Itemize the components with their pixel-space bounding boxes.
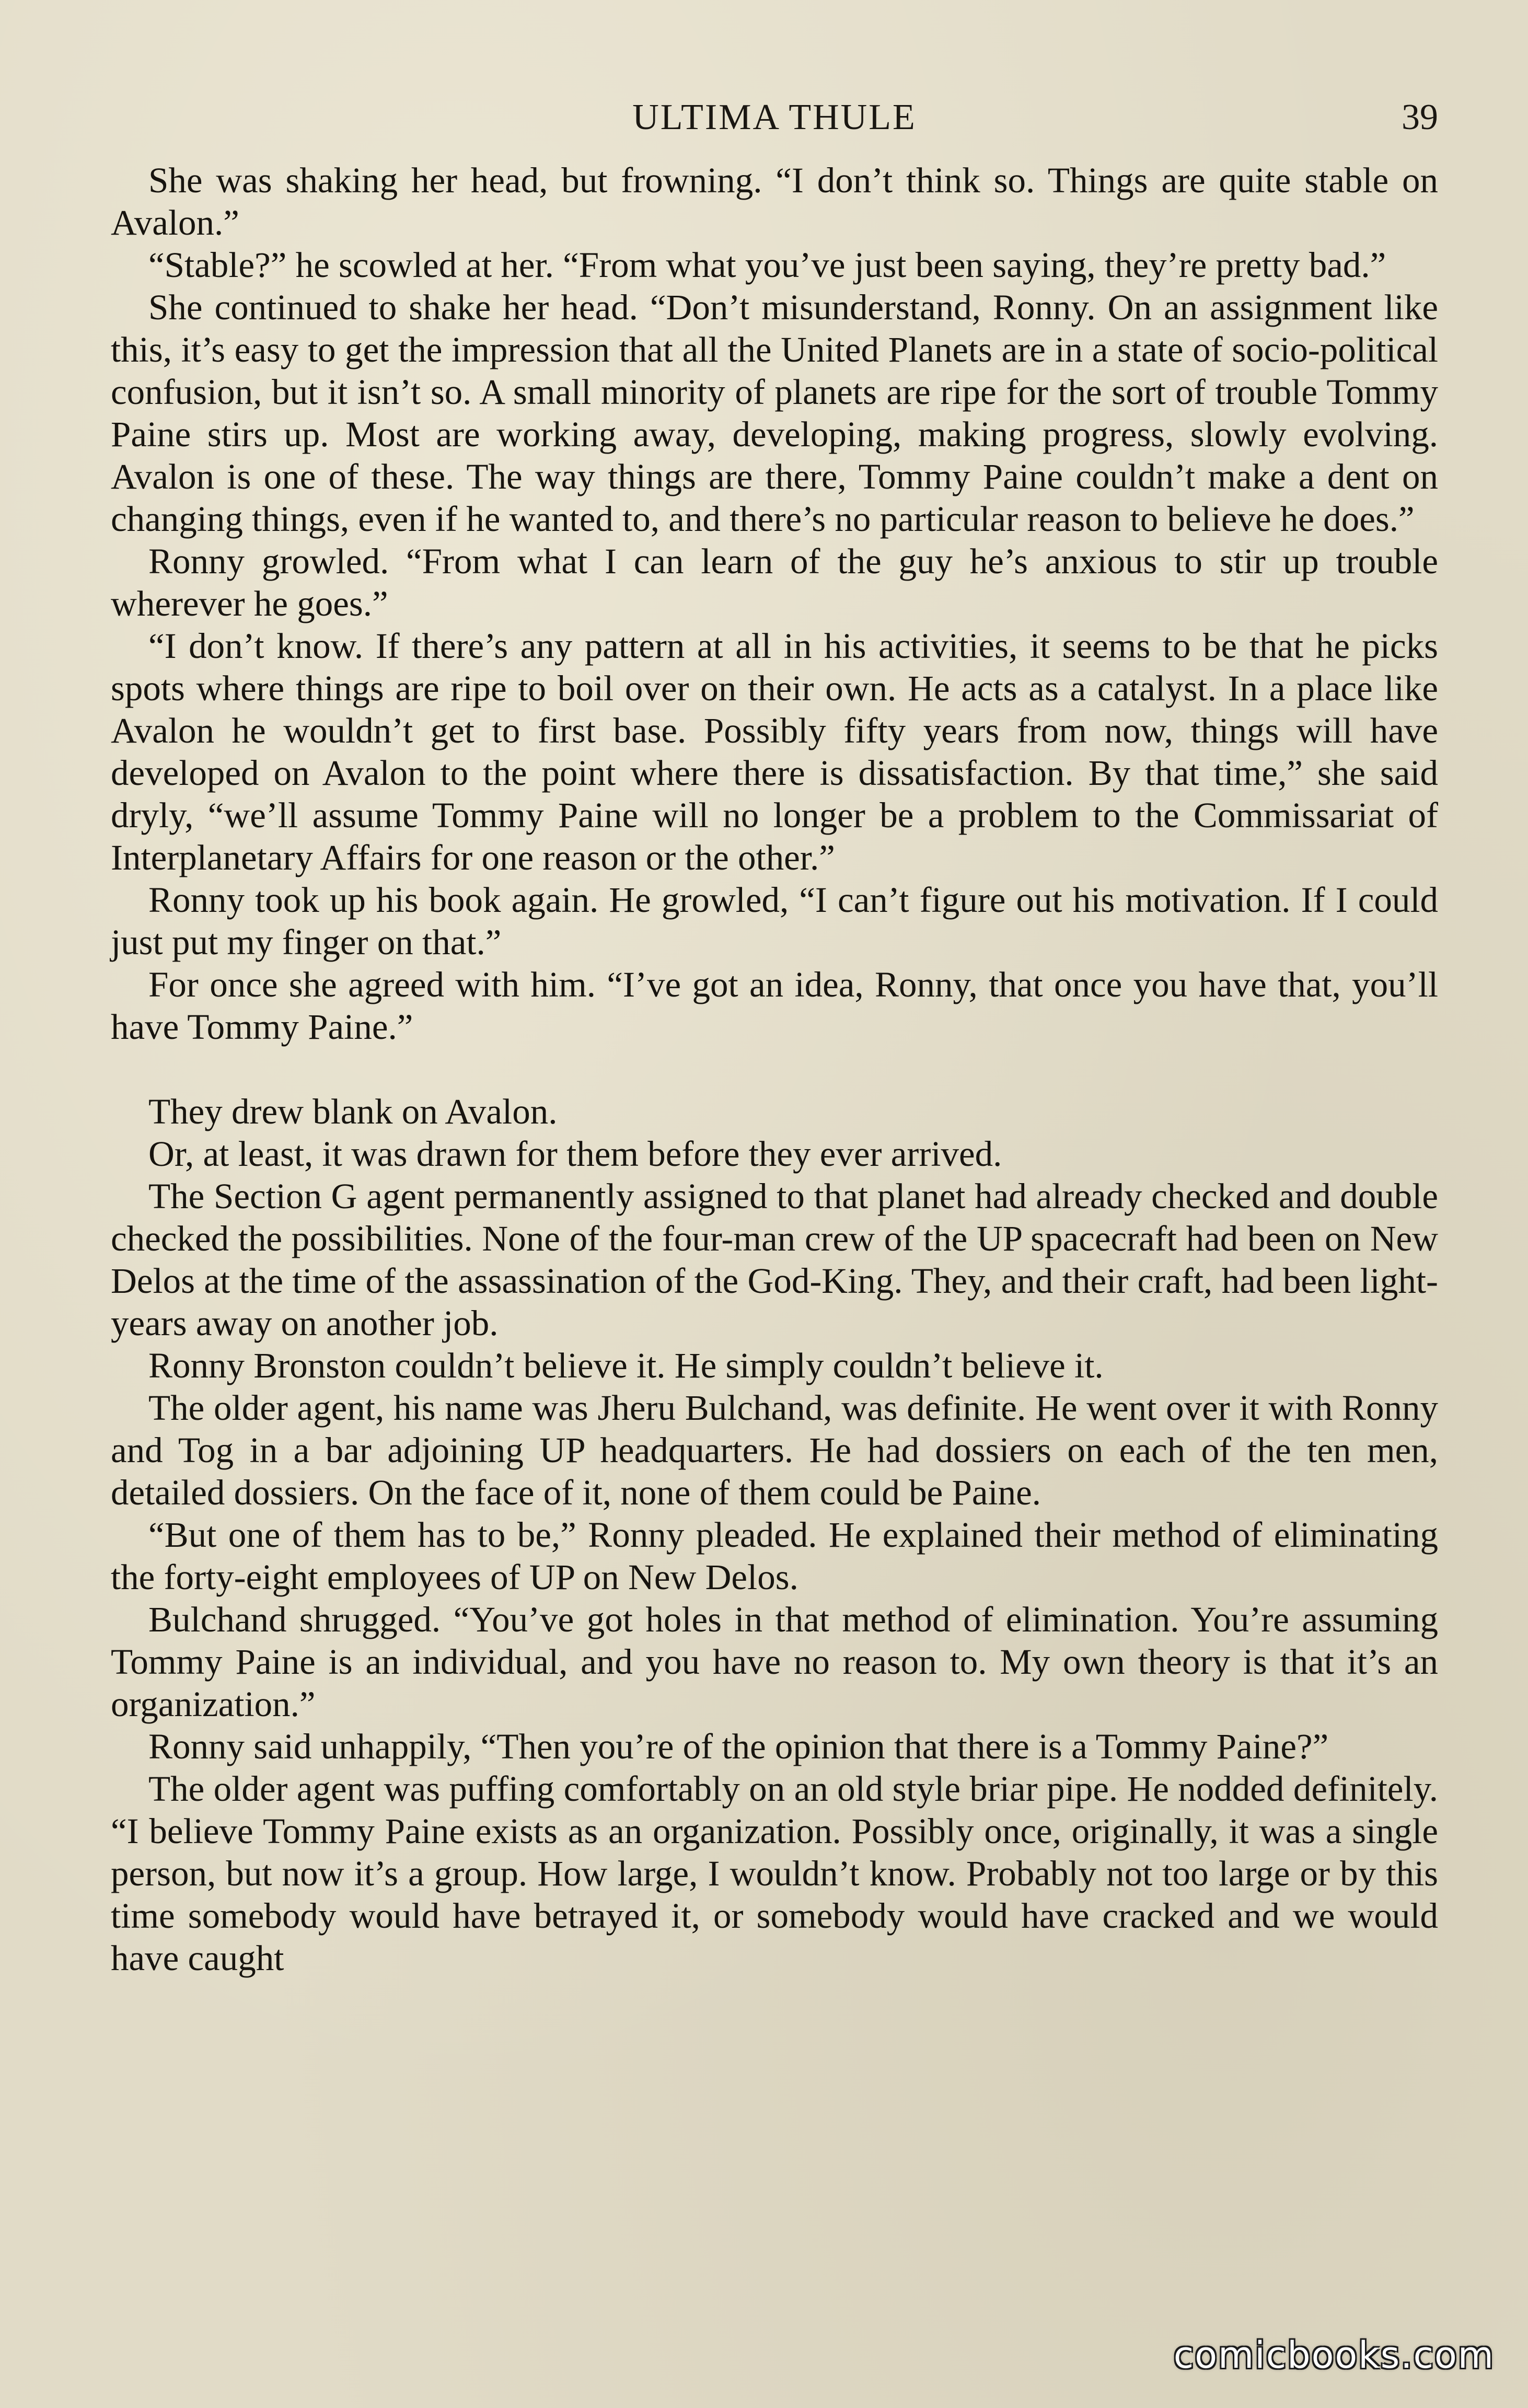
page-number: 39 [1402, 97, 1438, 137]
body-text [111, 159, 1438, 1979]
paragraph: “But one of them has to be,” Ronny pleaded. He explained their method of eliminating the forty-eight employees of UP on New Delos. [111, 1515, 1438, 1597]
paragraph: She continued to shake her head. “Don’t misunderstand, Ronny. On an assignment like this, it’s easy to get the impression that all the United Planets are in a state of socio-political confusion, but it isn’t so. A small minority of planets are ripe for the sort of trouble Tommy Paine stirs up. Most are working away, developing, making progress, slowly evolving. Avalon is one of these. The way things are there, Tommy Paine couldn’t make a dent on changing things, even if he wanted to, and there’s no particular reason to believe he does.” [111, 287, 1438, 539]
paragraph: Ronny Bronston couldn’t believe it. He simply couldn’t believe it. [148, 1346, 1104, 1385]
paragraph: The older agent was puffing comfortably on an old style briar pipe. He nodded definitely. “I believe Tommy Paine exists as an organization. Possibly once, originally, it was a single person, but now it’s a group. How large, I wouldn’t know. Probably not too large or by this time somebody would have betrayed it, or somebody would have cracked and we would have caught [111, 1769, 1438, 1978]
paragraph: Ronny growled. “From what I can learn of the guy he’s anxious to stir up trouble wherever he goes.” [111, 541, 1438, 623]
running-title: ULTIMA THULE [632, 97, 917, 137]
running-header [111, 86, 1438, 149]
paragraph: She was shaking her head, but frowning. “I don’t think so. Things are quite stable on Avalon.” [111, 160, 1438, 242]
paragraph: “Stable?” he scowled at her. “From what you’ve just been saying, they’re pretty bad.” [148, 245, 1386, 285]
paragraph: “I don’t know. If there’s any pattern at all in his activities, it seems to be that he picks spots where things are ripe to boil over on their own. He acts as a catalyst. In a place like Avalon he wouldn’t get to first base. Possibly fifty years from now, things will have developed on Avalon to the point where there is dissatisfaction. By that time,” she said dryly, “we’ll assume Tommy Paine will no longer be a problem to the Commissariat of Interplanetary Affairs for one reason or the other.” [111, 626, 1438, 877]
paragraph: Ronny took up his book again. He growled, “I can’t figure out his motivation. If I could just put my finger on that.” [111, 880, 1438, 962]
paragraph: For once she agreed with him. “I’ve got an idea, Ronny, that once you have that, you’ll have Tommy Paine.” [111, 965, 1438, 1047]
paragraph: Ronny said unhappily, “Then you’re of the opinion that there is a Tommy Paine?” [148, 1727, 1329, 1766]
paragraph: The older agent, his name was Jheru Bulchand, was definite. He went over it with Ronny and Tog in a bar adjoining UP headquarters. He had dossiers on each of the ten men, detailed dossiers. On the face of it, none of them could be Paine. [111, 1388, 1438, 1512]
paragraph: Or, at least, it was drawn for them before they ever arrived. [148, 1134, 1002, 1174]
paragraph-section-start: They drew blank on Avalon. [148, 1092, 558, 1131]
paragraph: Bulchand shrugged. “You’ve got holes in that method of elimination. You’re assuming Tommy Paine is an individual, and you have no reason to. My own theory is that it’s an organization.” [111, 1600, 1438, 1724]
paragraph: The Section G agent permanently assigned to that planet had already checked and double checked the possibilities. None of the four-man crew of the UP spacecraft had been on New Delos at the time of the assassination of the God-King. They, and their craft, had been light-years away on another job. [111, 1176, 1438, 1343]
watermark: comicbooks.com [1173, 2334, 1495, 2377]
